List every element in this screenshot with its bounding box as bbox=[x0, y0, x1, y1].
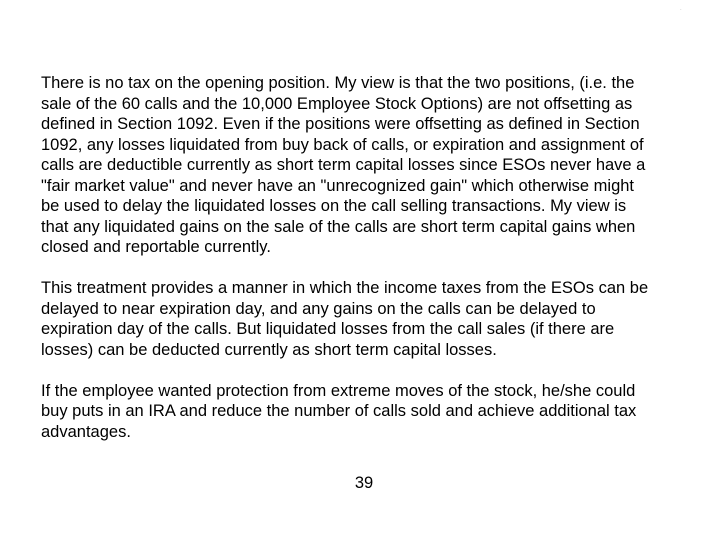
text-line: calls are deductible currently as short term capital losses since ESOs never have a bbox=[41, 156, 646, 174]
text-line: defined in Section 1092. Even if the positions were offsetting as defined in Section bbox=[41, 115, 640, 133]
text-line: advantages. bbox=[41, 422, 131, 441]
text-line: that any liquidated gains on the sale of the calls are short term capital gains when bbox=[41, 217, 636, 236]
text-line: delayed to near expiration day, and any gains on the calls can be delayed to bbox=[41, 299, 596, 318]
text-line: If the employee wanted protection from extreme moves of the stock, he/she could bbox=[41, 381, 636, 400]
text-line: losses) can be deducted currently as short term capital losses. bbox=[41, 340, 497, 359]
text-line: expiration day of the calls. But liquidated losses from the call sales (if there are bbox=[41, 320, 615, 338]
page-number: 39 bbox=[354, 474, 374, 492]
text-line: "fair market value" and never have an "unrecognized gain" which otherwise might bbox=[41, 176, 635, 195]
text-line: 1092, any losses liquidated from buy back of calls, or expiration and assignment of bbox=[41, 135, 644, 154]
text-line: sale of the 60 calls and the 10,000 Employee Stock Options) are not offsetting as bbox=[41, 94, 633, 113]
paragraph-tax-treatment bbox=[41, 73, 721, 258]
text-line: be used to delay the liquidated losses on the call selling transactions. My view is bbox=[41, 197, 627, 215]
document-body bbox=[41, 73, 721, 463]
paragraph-protection-puts bbox=[41, 381, 721, 443]
text-line: There is no tax on the opening position. My view is that the two positions, (i.e. the bbox=[41, 74, 635, 92]
text-line: This treatment provides a manner in which the income taxes from the ESOs can be bbox=[41, 279, 649, 297]
text-line: closed and reportable currently. bbox=[41, 238, 271, 256]
text-line: buy puts in an IRA and reduce the number of calls sold and achieve additional tax bbox=[41, 402, 637, 420]
corner-mark: . bbox=[680, 6, 682, 12]
paragraph-treatment-benefits bbox=[41, 278, 721, 360]
